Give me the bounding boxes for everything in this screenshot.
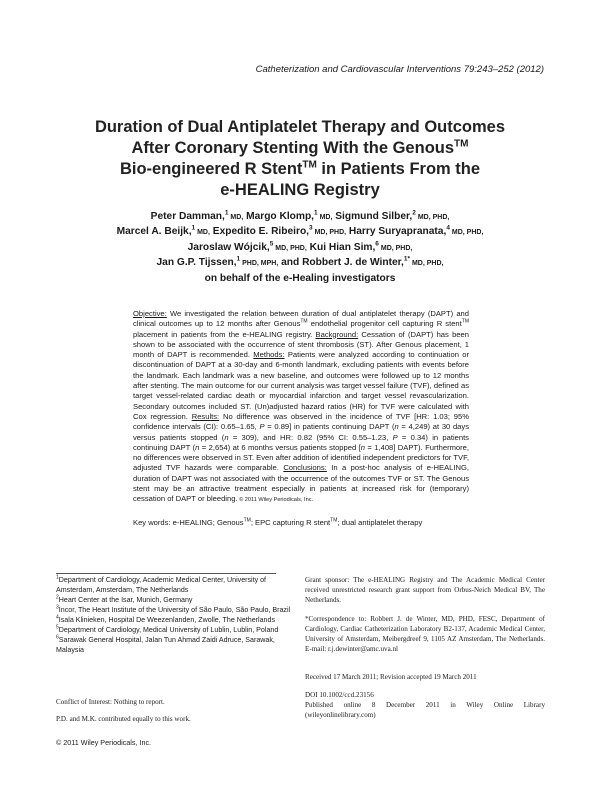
results-label: Results: — [191, 411, 220, 421]
conclusions-label: Conclusions: — [283, 463, 327, 473]
received-dates: Received 17 March 2011; Revision accepted 19 March 2011 — [305, 673, 477, 681]
article-title — [60, 117, 540, 201]
doi: DOI 10.1002/ccd.23156 — [305, 691, 374, 699]
title-line-3: Bio-engineered R Stent™ in Patients From the — [119, 159, 481, 178]
title-line-1: Duration of Dual Antiplatelet Therapy and Outcomes — [94, 118, 506, 136]
title-line-4: e-HEALING Registry — [220, 181, 380, 199]
author-line-4: Jan G.P. Tijssen,$^1$ PHD, MPH, and Robbert J. de Winter,$^{1*}$ MD, PHD, — [156, 255, 444, 269]
methods-label: Methods: — [253, 350, 285, 360]
affiliation-item: $^6$Sarawak General Hospital, Jalan Tun Ahmad Zaidi Adruce, Sarawak, Malaysia — [56, 634, 275, 654]
grant-sponsor: Grant sponsor: The e-HEALING Registry and The Academic Medical Center received unrestricted research grant support from Orbus-Neich Medical BV, The Netherlands. — [305, 576, 545, 604]
keywords: Key words: e-HEALING; Genous™; EPC capturing R stent™; dual antiplatelet therapy — [133, 517, 423, 527]
abstract-copyright: © 2011 Wiley Periodicals, Inc. — [237, 497, 314, 504]
trademark-sup: TM — [302, 159, 317, 171]
affiliations — [56, 575, 296, 655]
objective-label: Objective: — [133, 309, 167, 318]
author-list — [80, 210, 520, 286]
journal-citation: Catheterization and Cardiovascular Interventions 79:243–252 (2012) — [255, 64, 544, 75]
abstract-text: Objective: We investigated the relation between duration of dual antiplatelet therapy (DAPT) and clinical outcomes up to 12 months after Genous™ endothelial progenitor cell capturing R stent™ placement in patients from the e-HEALING registry. Background: Cessation of (DAPT) has been shown to be associated with the occurrence of stent thrombosis (ST). After Genous placement, 1 month of DAPT is recommended. Methods: Patients were analyzed according to continuation or discontinuation of DAPT at a 30-day and 6-month landmark, excluding patients with events before the landmark. Each landmark was a new baseline, and outcomes were followed up to 12 months after stenting. The main outcome for our current analysis was target vessel failure (TVF), defined as target vessel-related cardiac death or myocardial infarction and target vessel revascularization. Secondary outcomes included ST. (Un)adjusted hazard ratios (HR) for TVF were calculated with Cox regression. Results: No difference was observed in the incidence of TVF [HR: 1.03; 95% confidence intervals (CI): 0.65–1.65, P = 0.89] in patients continuing DAPT (n = 4,249) at 30 days versus patients stopped (n = 309), and HR: 0.82 (95% CI: 0.55–1.23, P = 0.34) in patients continuing DAPT (n = 2,654) at 6 months versus patients stopped [n = 1,408] DAPT). Furthermore, no differences were observed in ST. Even after addition of identified independent predictors for TVF, adjusted TVF hazards were comparable. Conclusions: In a post-hoc analysis of e-HEALING, duration of DAPT was not associated with the occurrence of the outcomes TVF or ST. The Genous stent may be an attractive treatment especially in patients at increased risk for (temporary) cessation of DAPT or bleeding. © 2011 Wiley Periodicals, Inc. — [133, 309, 470, 504]
correspondence: *Correspondence to: Robbert J. de Winter, MD, PHD, FESC, Department of Cardiology, Cardiac Catheterization Laboratory B2-137, Academic Medical Center, University of Amsterdam, Meibergdreef 9, 1105 AZ Amsterdam, The Netherlands. E-mail: r.j.dewinter@amc.uva.nl — [305, 615, 545, 653]
author-line-2: Marcel A. Beijk,$^1$ MD, Expedito E. Ribeiro,$^3$ MD, PHD, Harry Suryapranata,$^4$ MD, PHD, — [116, 225, 484, 238]
author-contribution: P.D. and M.K. contributed equally to this work. — [56, 715, 191, 723]
trademark-sup: TM — [454, 138, 469, 150]
author-behalf: on behalf of the e-Healing investigators — [204, 272, 396, 284]
affiliation-item: $^3$Incor, The Heart Institute of the University of São Paulo, São Paulo, Brazil — [56, 604, 291, 614]
published-online: Published online 8 December 2011 in Wiley Online Library (wileyonlinelibrary.com) — [305, 701, 545, 719]
footnote-divider — [56, 573, 276, 574]
affiliation-item: $^4$Isala Klinieken, Hospital De Weezenlanden, Zwolle, The Netherlands — [56, 614, 275, 624]
abstract — [133, 309, 469, 506]
affiliation-item: $^2$Heart Center at the Isar, Munich, Germany — [56, 594, 193, 604]
author-line-3: Jaroslaw Wójcik,$^5$ MD, PHD, Kui Hian Sim,$^6$ MD, PHD, — [187, 240, 413, 253]
title-line-2: After Coronary Stenting With the Genous™ — [131, 138, 469, 157]
affiliation-item: $^5$Department of Cardiology, Medical University of Lublin, Lublin, Poland — [56, 624, 279, 634]
conflict-of-interest: Conflict of Interest: Nothing to report. — [56, 698, 165, 706]
author-line-1: Peter Damman,$^1$ MD, Margo Klomp,$^1$ MD, Sigmund Silber,$^2$ MD, PHD, — [150, 209, 450, 222]
background-label: Background: — [315, 329, 359, 339]
copyright-footer: © 2011 Wiley Periodicals, Inc. — [56, 738, 152, 747]
affiliation-item: $^1$Department of Cardiology, Academic Medical Center, University of Amsterdam, Amsterdam, The Netherlands — [56, 574, 267, 594]
